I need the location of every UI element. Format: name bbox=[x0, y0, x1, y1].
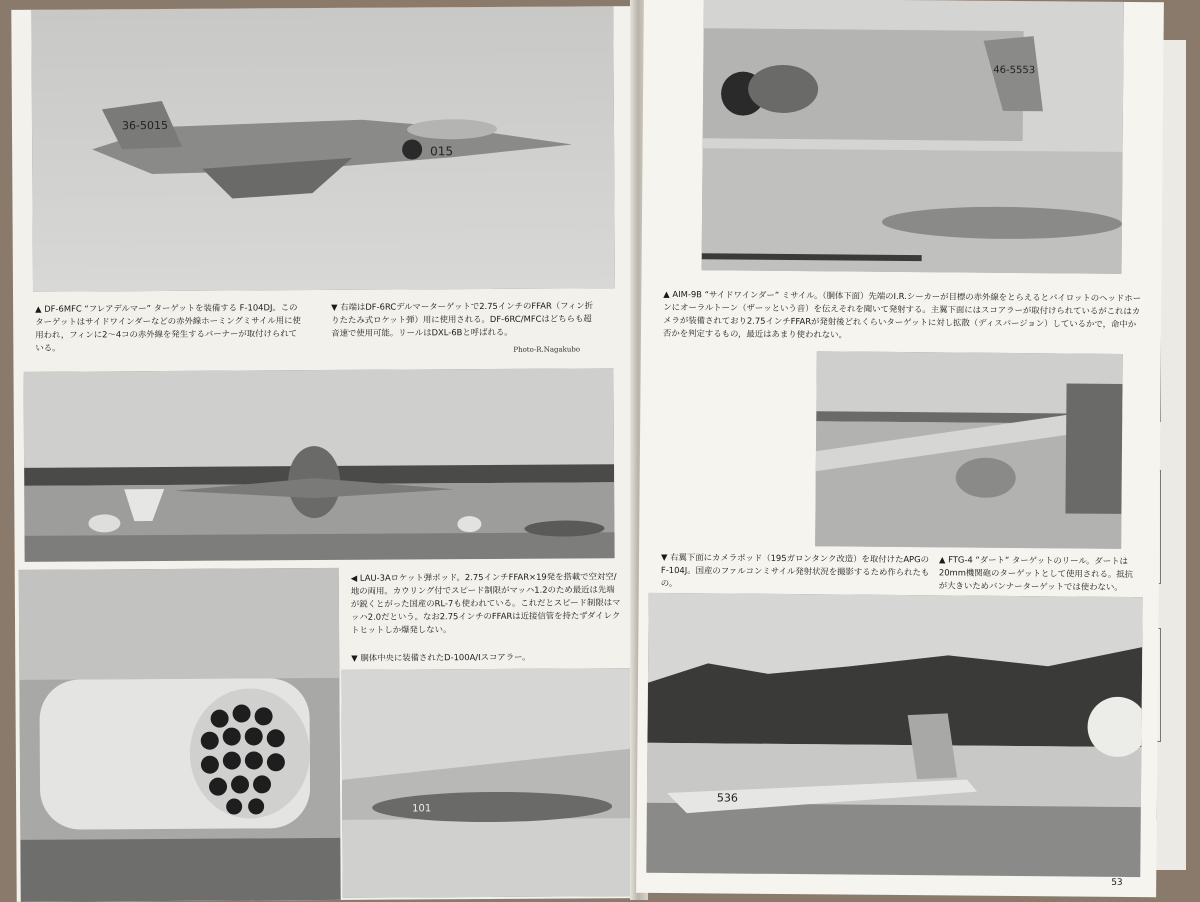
caption-delmar-target: ▼ 右端はDF-6RCデルマーターゲットで2.75インチのFFAR（フィン折りたたみ式ロケット弾）用に使用される。DF-6RC/MFCはどちらも超音速で使用可能。リールはDXL-6Bと呼ばれる。 bbox=[331, 300, 593, 338]
runway-number: 536 bbox=[716, 791, 738, 805]
photo-f104dj-in-flight bbox=[31, 6, 615, 292]
pod-marking: 101 bbox=[412, 803, 432, 815]
photo-d100a-scorer bbox=[341, 668, 636, 898]
caption-camera-pod: ▼ 右翼下面にカメラポッド（195ガロンタンク改造）を取付けたAPGのF-104J。国産のファルコンミサイル発射状況を撮影するため作られたもの。 bbox=[660, 551, 930, 589]
right-tail-number: 46-5553 bbox=[993, 64, 1036, 77]
right-page bbox=[636, 0, 1164, 897]
caption-sidewinder: ▲ AIM-9B “サイドワインダー” ミサイル。（胴体下面）先端のI.R.シーカーが目標の赤外線をとらえるとパイロットのヘッドホーンにオーラルトーン（ザーッという音）を伝えそれを聞いて発射する。主翼下面にはスコアラーが取付けられているがこれはカメラが装備されており2.75インチFFARが発射後どれくらいターゲットに対し拡散（ディスパージョン）しているかで，命中か否かを判定するもの，最近はあまり使われない。 bbox=[662, 288, 1142, 340]
tail-number: 36-5015 bbox=[121, 118, 168, 133]
page-number: 53 bbox=[1111, 877, 1123, 888]
photo-aim9b-sidewinder bbox=[702, 0, 1124, 274]
photo-ftg4-dart-reel bbox=[815, 351, 1123, 549]
photo-aircraft-with-stores bbox=[23, 368, 614, 562]
photo-lau3a-rocket-pod bbox=[19, 568, 341, 902]
caption-scorer: ▼ 胴体中央に装備されたD-100A/Iスコアラー。 bbox=[351, 651, 531, 663]
nose-number: 015 bbox=[430, 144, 454, 159]
photo-credit: Photo-R.Nagakubo bbox=[513, 345, 581, 354]
caption-rocket-pod: ◀ LAU-3Aロケット弾ポッド。2.75インチFFAR×19発を搭載で空対空/地の両用。カウリング付でスピード制限がマッハ1.2のため最近は先端が鋭くとがった国産のRL-7も使われている。これだとスピード制限はマッハ2.0だという。なお2.75インチのFFARは近接信管を持たずダイレクトヒットしか爆発しない。 bbox=[350, 571, 621, 635]
left-page bbox=[11, 6, 638, 902]
caption-ftg4-dart: ▲ FTG-4 “ダート” ターゲットのリール。ダートは20mm機関砲のターゲットとして使用される。抵抗が大きいためバンナーターゲットでは使わない。 bbox=[938, 554, 1134, 592]
caption-flare-delmar: ▲ DF-6MFC “フレアデルマー” ターゲットを装備する F-104DJ。このターゲットはサイドワインダーなどの赤外線ホーミングミサイル用に使用われ，フィンに2～4コの赤外線を発生するバーナーが取付けられている。 bbox=[35, 302, 301, 353]
photo-f104j-camera-pod bbox=[646, 593, 1142, 877]
